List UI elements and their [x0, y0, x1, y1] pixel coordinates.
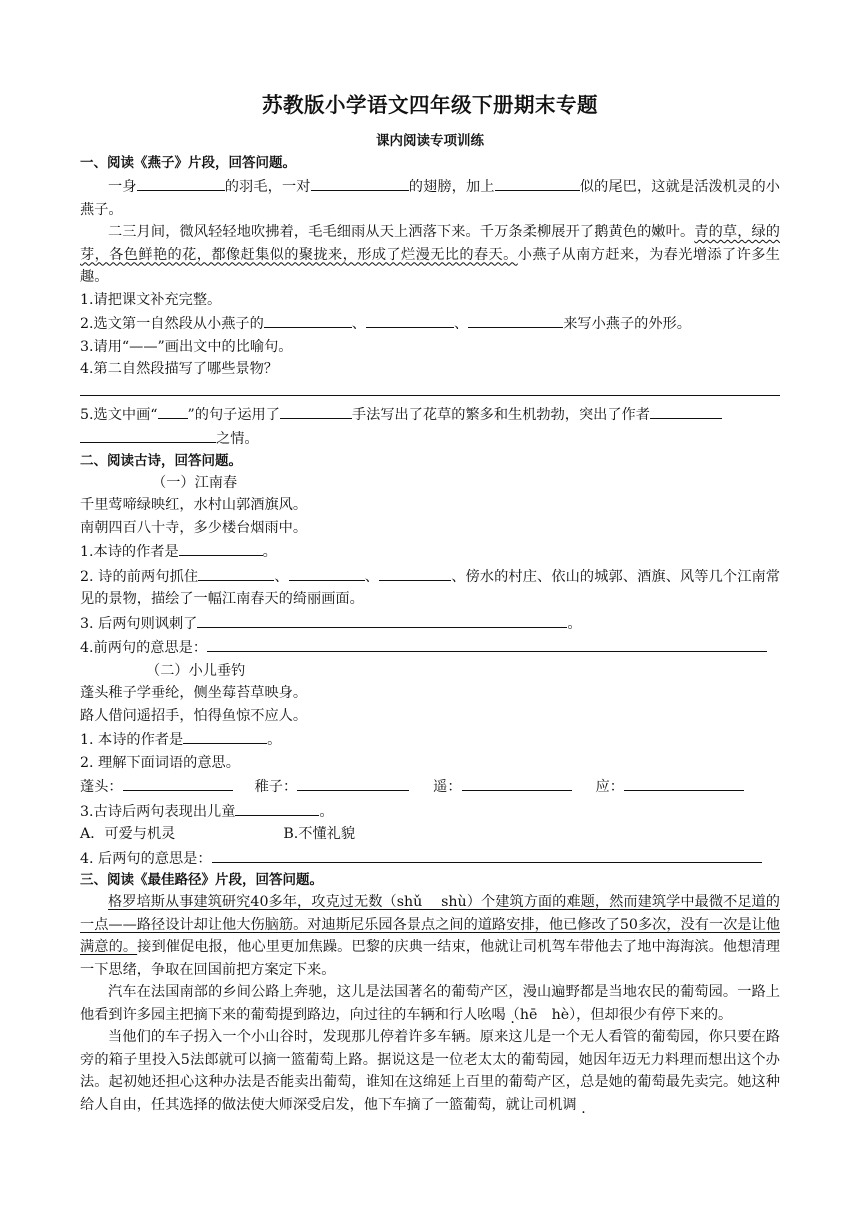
blank[interactable]	[624, 774, 744, 791]
blank[interactable]	[137, 174, 225, 191]
blank[interactable]	[379, 564, 451, 581]
page-subtitle: 课内阅读专项训练	[376, 133, 484, 149]
question: 2. 诗的前两句抓住 、 、 、傍水的村庄、依山的城郭、酒旗、风等几个江南常见的景物，描绘了一幅江南春天的绮丽画面。	[80, 564, 780, 611]
blank[interactable]	[289, 564, 365, 581]
question: 1.请把课文补充完整。	[80, 291, 222, 308]
blank[interactable]	[280, 402, 352, 419]
poem-title: （一）江南春	[152, 474, 238, 491]
question: 3.请用“——”画出文中的比喻句。	[80, 338, 293, 355]
blank[interactable]	[235, 799, 319, 816]
option-b[interactable]: B.不懂礼貌	[283, 826, 356, 842]
blank[interactable]	[179, 539, 263, 556]
option-a[interactable]: A．可爱与机灵	[80, 826, 176, 842]
page-title: 苏教版小学语文四年级下册期末专题	[262, 93, 598, 117]
blank[interactable]	[650, 402, 722, 419]
question: 5.选文中画“ ”的句子运用了 手法写出了花草的繁多和生机勃勃，突出了作者 之情。	[80, 402, 780, 451]
wavy-underlined-sentence: 青的草，绿的芽，各色鲜艳的花，都像赶集似的聚拢来，形成了烂漫无比的春天。	[80, 224, 780, 263]
dotted-character: 喝	[491, 1006, 506, 1023]
blank[interactable]	[462, 774, 572, 791]
passage-3-para-3: 当他们的车子拐入一个小山谷时，发现那儿停着许多车辆。原来这儿是一个无人看管的葡萄园，你只要在路旁的箱子里投入5法郎就可以摘一篮葡萄上路。据说这是一位老太太的葡萄园，她因年迈无力料理而想出这个办法。起初她还担心这种办法是否能卖出葡萄，谁知在这绵延上百里的葡萄产区，总是她的葡萄最先卖完。她这种给人自由，任其选择的做法使大师深受启发，他下车摘了一篮葡萄，就让司机调	[80, 1029, 780, 1113]
passage-3-para-2: 汽车在法国南部的乡间公路上奔驰，这儿是法国著名的葡萄产区，漫山遍野都是当地农民的葡萄园。一路上他看到许多园主把摘下来的葡萄提到路边，向过往的车辆和行人吆喝（hē hè），但却很少有停下来的。	[80, 984, 780, 1023]
answer-line[interactable]	[80, 381, 780, 396]
section-1-heading: 一、阅读《燕子》片段，回答问题。	[80, 155, 296, 171]
blank[interactable]	[158, 402, 188, 419]
blank[interactable]	[197, 611, 567, 628]
answer-line[interactable]	[207, 635, 767, 652]
passage-1-para-2: 二三月间，微风轻轻地吹拂着，毛毛细雨从天上洒落下来。千万条柔柳展开了鹅黄色的嫩叶。青的草，绿的芽，各色鲜艳的花，都像赶集似的聚拢来，形成了烂漫无比的春天。小燕子从南方赶来，为春光增添了许多生趣。	[80, 224, 780, 285]
question: 3. 后两句则讽刺了 。	[80, 611, 780, 636]
question: 3.古诗后两句表现出儿童 。	[80, 799, 780, 824]
poem-line: 千里莺啼绿映红，水村山郭酒旗风。	[80, 497, 308, 513]
worksheet-page	[80, 88, 780, 1116]
question: 4. 后两句的意思是：	[80, 846, 780, 871]
blank[interactable]	[123, 774, 233, 791]
poem-line: 蓬头稚子学垂纶，侧坐莓苔草映身。	[80, 685, 308, 701]
blank[interactable]	[183, 727, 267, 744]
dotted-character: 调	[562, 1096, 577, 1113]
blank[interactable]	[198, 564, 274, 581]
options	[80, 823, 780, 846]
blank[interactable]	[495, 174, 580, 191]
blank[interactable]	[311, 174, 409, 191]
poem-title: （二）小儿垂钓	[146, 662, 246, 679]
question: 2. 理解下面词语的意思。	[80, 754, 240, 771]
word-meanings: 蓬头： 稚子： 遥： 应：	[80, 774, 780, 799]
blank[interactable]	[297, 774, 409, 791]
blank[interactable]	[366, 311, 454, 328]
question: 1. 本诗的作者是 。	[80, 727, 780, 752]
blank[interactable]	[468, 311, 563, 328]
blank[interactable]	[80, 426, 216, 443]
question: 1.本诗的作者是 。	[80, 539, 780, 564]
blank[interactable]	[264, 311, 352, 328]
poem-line: 南朝四百八十寺，多少楼台烟雨中。	[80, 519, 308, 536]
section-2-heading: 二、阅读古诗，回答问题。	[80, 452, 242, 469]
underlined-sentence: 格罗培斯从事建筑研究40多年，攻克过无数（shǔ shù）个建筑方面的难题，然而建筑学中最微不足道的一点——路径设计却让他大伤脑筋。对迪斯尼乐园各景点之间的道路安排，他已修改了50多次，没有一次是让他满意的。	[80, 894, 780, 955]
answer-line[interactable]	[212, 846, 762, 863]
passage-1-para-1: 一身 的羽毛，一对 的翅膀，加上 似的尾巴，这就是活泼机灵的小燕子。	[80, 174, 780, 221]
passage-3-para-1: 格罗培斯从事建筑研究40多年，攻克过无数（shǔ shù）个建筑方面的难题，然而建筑学中最微不足道的一点——路径设计却让他大伤脑筋。对迪斯尼乐园各景点之间的道路安排，他已修改了50多次，没有一次是让他满意的。接到催促电报，他心里更加焦躁。巴黎的庆典一结束，他就让司机驾车带他去了地中海海滨。他想清理一下思绪，争取在回国前把方案定下来。	[80, 894, 780, 978]
poem-line: 路人借问遥招手，怕得鱼惊不应人。	[80, 707, 308, 724]
section-3-heading: 三、阅读《最佳路径》片段，回答问题。	[80, 872, 323, 888]
question: 4.第二自然段描写了哪些景物？	[80, 361, 278, 377]
question: 4.前两句的意思是：	[80, 635, 780, 660]
question: 2.选文第一自然段从小燕子的 、 、 来写小燕子的外形。	[80, 311, 780, 336]
